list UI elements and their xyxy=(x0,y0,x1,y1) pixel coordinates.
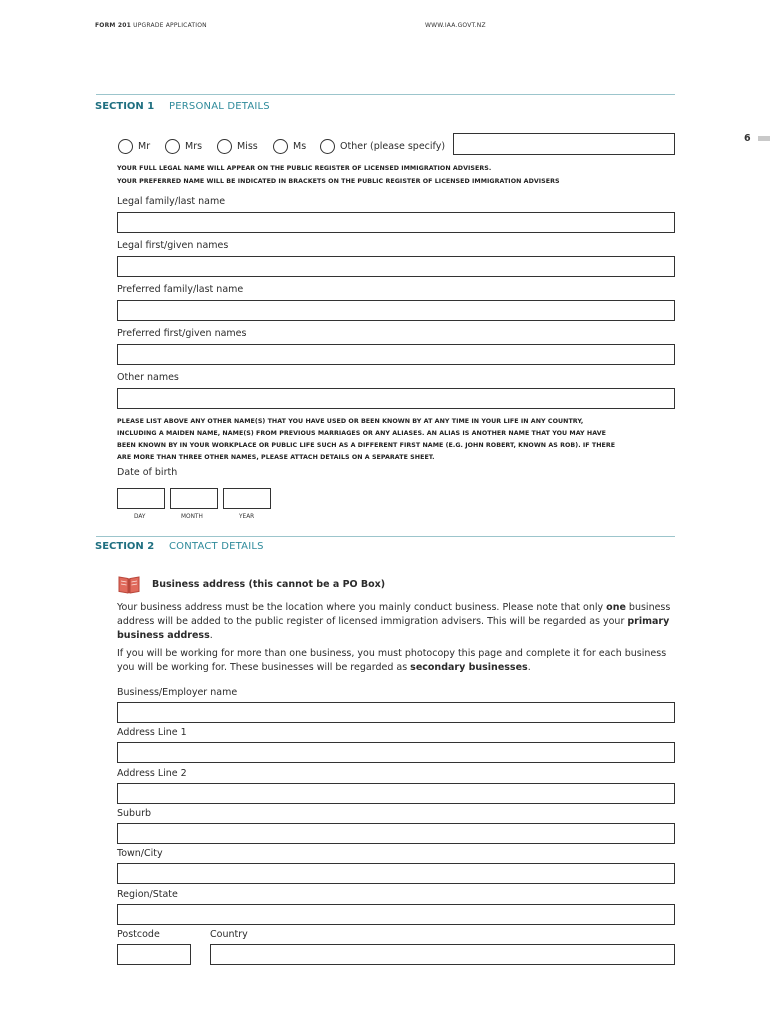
radio-ms[interactable] xyxy=(273,139,288,154)
book-icon xyxy=(117,575,141,599)
other-names-note-line-3: BEEN KNOWN BY IN YOUR WORKPLACE OR PUBLIC LIFE SUCH AS A DIFFERENT FIRST NAME (E.G. JOHN ROBERT, KNOWN AS ROB). IF THERE xyxy=(117,442,616,449)
preferred-first-name-label: Preferred first/given names xyxy=(117,328,247,339)
preferred-first-name-input[interactable] xyxy=(117,344,675,365)
legal-first-name-input[interactable] xyxy=(117,256,675,277)
business-address-heading: Business address (this cannot be a PO Box) xyxy=(152,579,386,590)
suburb-input[interactable] xyxy=(117,823,675,844)
dob-label: Date of birth xyxy=(117,467,178,478)
address-line-1-input[interactable] xyxy=(117,742,675,763)
address-line-1-label: Address Line 1 xyxy=(117,727,187,738)
postcode-label: Postcode xyxy=(117,929,160,940)
secondary-business-paragraph xyxy=(117,647,677,675)
region-state-input[interactable] xyxy=(117,904,675,925)
suburb-label: Suburb xyxy=(117,808,152,819)
dob-year-input[interactable] xyxy=(223,488,271,509)
radio-other[interactable] xyxy=(320,139,335,154)
other-names-note-line-2: INCLUDING A MAIDEN NAME, NAME(S) FROM PREVIOUS MARRIAGES OR ANY ALIASES. AN ALIAS IS ANOTHER NAME THAT YOU MAY HAVE xyxy=(117,430,606,437)
legal-first-name-label: Legal first/given names xyxy=(117,240,229,251)
dob-day-caption: DAY xyxy=(134,514,146,520)
para1-emphasis-one: one xyxy=(606,602,626,613)
section-1-title: PERSONAL DETAILS xyxy=(169,101,270,112)
preferred-name-note: YOUR PREFERRED NAME WILL BE INDICATED IN BRACKETS ON THE PUBLIC REGISTER OF LICENSED IMMIGRATION ADVISERS xyxy=(117,178,560,185)
postcode-input[interactable] xyxy=(117,944,191,965)
section-1-number: SECTION 1 xyxy=(95,101,155,112)
dob-day-input[interactable] xyxy=(117,488,165,509)
legal-name-note: YOUR FULL LEGAL NAME WILL APPEAR ON THE PUBLIC REGISTER OF LICENSED IMMIGRATION ADVISERS. xyxy=(117,165,492,172)
country-input[interactable] xyxy=(210,944,675,965)
preferred-last-name-input[interactable] xyxy=(117,300,675,321)
town-city-label: Town/City xyxy=(117,848,163,859)
address-line-2-label: Address Line 2 xyxy=(117,768,187,779)
para1-emphasis-primary: primary business address xyxy=(117,616,670,641)
para1-part-a: Your business address must be the location where you mainly conduct business. Please note that only xyxy=(117,602,607,613)
radio-miss[interactable] xyxy=(217,139,232,154)
employer-name-label: Business/Employer name xyxy=(117,687,238,698)
dob-month-input[interactable] xyxy=(170,488,218,509)
section-1-divider xyxy=(96,94,675,95)
title-option-mrs[interactable] xyxy=(165,136,202,155)
other-names-input[interactable] xyxy=(117,388,675,409)
address-line-2-input[interactable] xyxy=(117,783,675,804)
country-label: Country xyxy=(210,929,248,940)
other-names-note-line-4: ARE MORE THAN THREE OTHER NAMES, PLEASE ATTACH DETAILS ON A SEPARATE SHEET. xyxy=(117,454,435,461)
other-names-note-line-1: PLEASE LIST ABOVE ANY OTHER NAME(S) THAT YOU HAVE USED OR BEEN KNOWN BY AT ANY TIME IN YOUR LIFE IN ANY COUNTRY, xyxy=(117,418,584,425)
page-number: 6 xyxy=(744,133,751,144)
section-2-title: CONTACT DETAILS xyxy=(169,541,264,552)
para2-part-c: . xyxy=(527,662,531,673)
label-ms: Ms xyxy=(293,141,307,152)
form-header xyxy=(95,22,207,29)
region-state-label: Region/State xyxy=(117,889,178,900)
radio-mrs[interactable] xyxy=(165,139,180,154)
form-number: FORM 201 xyxy=(95,22,132,29)
business-address-paragraph xyxy=(117,601,677,643)
label-mr: Mr xyxy=(138,141,151,152)
section-2-divider xyxy=(96,536,675,537)
legal-last-name-input[interactable] xyxy=(117,212,675,233)
legal-last-name-label: Legal family/last name xyxy=(117,196,226,207)
radio-mr[interactable] xyxy=(118,139,133,154)
para2-part-a: If you will be working for more than one business, you must photocopy this page and complete it for each business you will be working for. These businesses will be regarded as xyxy=(117,648,667,673)
title-option-mr[interactable] xyxy=(118,136,150,155)
employer-name-input[interactable] xyxy=(117,702,675,723)
website-url: WWW.IAA.GOVT.NZ xyxy=(425,22,486,29)
para1-part-e: . xyxy=(209,630,213,641)
title-option-other[interactable] xyxy=(320,136,445,155)
title-option-ms[interactable] xyxy=(273,136,306,155)
title-option-miss[interactable] xyxy=(217,136,258,155)
label-other: Other (please specify) xyxy=(340,141,446,152)
other-names-label: Other names xyxy=(117,372,179,383)
preferred-last-name-label: Preferred family/last name xyxy=(117,284,244,295)
dob-month-caption: MONTH xyxy=(181,514,203,520)
town-city-input[interactable] xyxy=(117,863,675,884)
label-miss: Miss xyxy=(237,141,258,152)
para1-part-c: business address will be added to the public register of licensed immigration advisers. This will be regarded as your xyxy=(117,602,671,627)
other-title-input[interactable] xyxy=(453,133,675,155)
para2-emphasis-secondary: secondary businesses xyxy=(410,662,528,673)
label-mrs: Mrs xyxy=(185,141,203,152)
page-tab-marker xyxy=(758,136,770,141)
section-2-number: SECTION 2 xyxy=(95,541,155,552)
form-name: UPGRADE APPLICATION xyxy=(133,22,207,29)
dob-year-caption: YEAR xyxy=(239,514,255,520)
